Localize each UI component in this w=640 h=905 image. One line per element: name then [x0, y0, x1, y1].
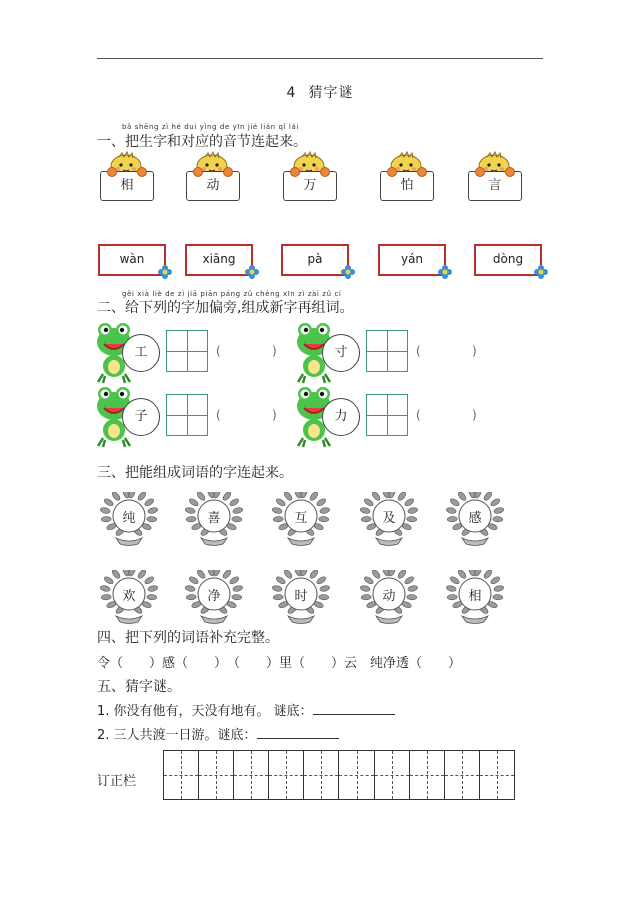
source-char: 力: [322, 398, 360, 436]
paren-open: (: [216, 344, 221, 358]
hanzi-box[interactable]: [380, 171, 434, 201]
grid-cell[interactable]: [304, 751, 339, 799]
hanzi-box[interactable]: [468, 171, 522, 201]
paren-close: ): [272, 408, 277, 422]
s5-heading: 五、猜字谜。: [97, 679, 181, 695]
correction-grid[interactable]: [163, 750, 515, 800]
paren-open: (: [216, 408, 221, 422]
grid-cell[interactable]: [269, 751, 304, 799]
tian-grid[interactable]: [166, 394, 208, 436]
wreath-char[interactable]: 互: [294, 511, 308, 526]
grid-cell[interactable]: [164, 751, 199, 799]
s4-fill-line: 令（ ）感（ ） （ ）里（ ）云 纯净透（ ）: [97, 656, 462, 671]
s5-q2: 2. 三人共渡一日游。谜底：: [97, 724, 339, 743]
dot-right: [505, 167, 515, 177]
hanzi-char: 万: [303, 178, 317, 193]
source-char: 寸: [322, 334, 360, 372]
syllable-box[interactable]: pà: [281, 244, 349, 276]
answer-blank[interactable]: [257, 726, 339, 739]
page-title: 4 猜字谜: [286, 85, 354, 101]
syllable-box[interactable]: yán: [378, 244, 446, 276]
hanzi-char: 言: [488, 178, 502, 193]
wreath-char[interactable]: 时: [294, 589, 308, 604]
source-char: 子: [122, 398, 160, 436]
wreath-char[interactable]: 欢: [122, 589, 136, 604]
syllable-box[interactable]: wàn: [98, 244, 166, 276]
grid-cell[interactable]: [445, 751, 480, 799]
hanzi-char: 怕: [400, 178, 414, 193]
grid-cell[interactable]: [480, 751, 514, 799]
s2-heading: 二、给下列的字加偏旁,组成新字再组词。: [97, 300, 354, 316]
wreath-char[interactable]: 及: [382, 511, 396, 526]
flower-icon: [534, 264, 548, 278]
paren-close: ): [272, 344, 277, 358]
wreath-char[interactable]: 净: [207, 589, 221, 604]
tian-grid[interactable]: [166, 330, 208, 372]
grid-cell[interactable]: [375, 751, 410, 799]
flower-icon: [341, 264, 355, 278]
dot-left: [107, 167, 117, 177]
paren-open: (: [416, 408, 421, 422]
top-rule: [97, 58, 543, 59]
flower-icon: [158, 264, 172, 278]
dot-right: [320, 167, 330, 177]
dot-left: [290, 167, 300, 177]
dot-left: [475, 167, 485, 177]
tian-grid[interactable]: [366, 330, 408, 372]
wreath-char[interactable]: 纯: [122, 511, 136, 526]
s5-q1: 1. 你没有他有，天没有地有。 谜底：: [97, 700, 395, 719]
answer-blank[interactable]: [313, 702, 395, 715]
paren-close: ): [472, 344, 477, 358]
hanzi-box[interactable]: [186, 171, 240, 201]
grid-cell[interactable]: [339, 751, 374, 799]
tian-grid[interactable]: [366, 394, 408, 436]
word-blank[interactable]: [224, 404, 268, 424]
wreath-char[interactable]: 相: [468, 589, 482, 604]
hanzi-char: 相: [120, 178, 134, 193]
flower-icon: [438, 264, 452, 278]
source-char: 工: [122, 334, 160, 372]
dot-right: [137, 167, 147, 177]
dot-left: [387, 167, 397, 177]
flower-icon: [245, 264, 259, 278]
dot-left: [193, 167, 203, 177]
word-blank[interactable]: [424, 340, 468, 360]
s4-heading: 四、把下列的词语补充完整。: [97, 630, 279, 646]
s2-pinyin: gěi xià liè de zì jiā piān páng zǔ chéng xīn zì zài zǔ cí: [122, 290, 342, 298]
word-blank[interactable]: [224, 340, 268, 360]
correction-label: 订正栏: [97, 774, 137, 789]
dot-right: [223, 167, 233, 177]
s1-pinyin: bǎ shēng zì hé duì yìng de yīn jié lián qǐ lái: [122, 123, 299, 131]
grid-cell[interactable]: [410, 751, 445, 799]
wreath-char[interactable]: 感: [468, 511, 482, 526]
paren-close: ): [472, 408, 477, 422]
syllable-box[interactable]: dòng: [474, 244, 542, 276]
dot-right: [417, 167, 427, 177]
s1-heading: 一、把生字和对应的音节连起来。: [97, 134, 307, 150]
wreath-char[interactable]: 动: [382, 589, 396, 604]
grid-cell[interactable]: [199, 751, 234, 799]
word-blank[interactable]: [424, 404, 468, 424]
wreath-char[interactable]: 喜: [207, 511, 221, 526]
hanzi-box[interactable]: [100, 171, 154, 201]
s3-heading: 三、把能组成词语的字连起来。: [97, 465, 293, 481]
paren-open: (: [416, 344, 421, 358]
hanzi-char: 动: [206, 178, 220, 193]
syllable-box[interactable]: xiāng: [185, 244, 253, 276]
grid-cell[interactable]: [234, 751, 269, 799]
hanzi-box[interactable]: [283, 171, 337, 201]
